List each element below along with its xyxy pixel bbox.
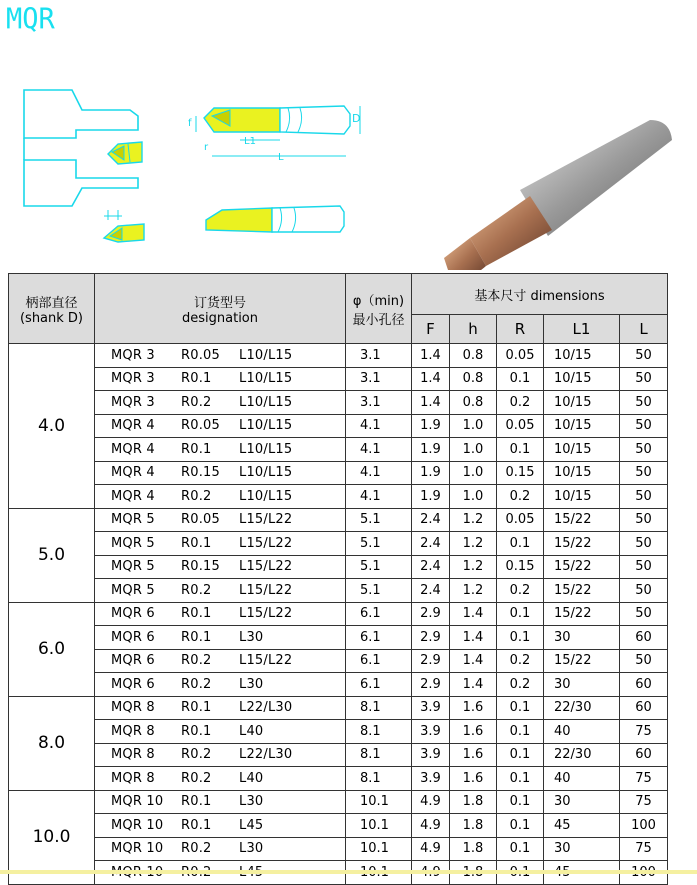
dim-f: 2.4 (412, 555, 450, 579)
dim-f: 2.9 (412, 626, 450, 650)
shank-diameter: 5.0 (9, 508, 95, 602)
table-row (9, 532, 668, 556)
designation: MQR 5 R0.1 L15/L22 (95, 532, 346, 556)
dim-f: 4.9 (412, 790, 450, 814)
dim-f: 3.9 (412, 743, 450, 767)
table-row (9, 438, 668, 462)
table-row (9, 367, 668, 391)
tool-dimension-diagram (188, 106, 360, 163)
table-row (9, 344, 668, 368)
dim-f: 1.9 (412, 485, 450, 509)
designation: MQR 8 R0.1 L40 (95, 720, 346, 744)
designation: MQR 5 R0.05 L15/L22 (95, 508, 346, 532)
dim-l: 50 (620, 579, 668, 603)
min-bore: 4.1 (346, 414, 412, 438)
min-bore: 5.1 (346, 579, 412, 603)
dim-r: 0.05 (497, 414, 544, 438)
dim-r: 0.1 (497, 626, 544, 650)
dim-r: 0.1 (497, 743, 544, 767)
dim-l: 60 (620, 673, 668, 697)
shank-diameter: 10.0 (9, 790, 95, 884)
dim-l: 75 (620, 837, 668, 861)
min-bore: 8.1 (346, 743, 412, 767)
designation: MQR 3 R0.2 L10/L15 (95, 391, 346, 415)
dim-l: 50 (620, 461, 668, 485)
dim-f: 1.9 (412, 414, 450, 438)
dim-h: 1.2 (450, 555, 497, 579)
min-bore: 8.1 (346, 696, 412, 720)
shank-diameter: 8.0 (9, 696, 95, 790)
min-bore: 5.1 (346, 508, 412, 532)
min-bore: 6.1 (346, 626, 412, 650)
dim-h: 1.6 (450, 743, 497, 767)
min-bore: 4.1 (346, 461, 412, 485)
dim-f: 2.9 (412, 673, 450, 697)
dim-f: 3.9 (412, 767, 450, 791)
dim-l: 50 (620, 438, 668, 462)
table-row (9, 555, 668, 579)
header-min-bore: φ（min) 最小孔径 (346, 274, 412, 344)
dim-l1: 15/22 (544, 555, 620, 579)
dim-f: 1.4 (412, 391, 450, 415)
dim-h: 1.0 (450, 438, 497, 462)
table-row (9, 767, 668, 791)
min-bore: 8.1 (346, 767, 412, 791)
min-bore: 6.1 (346, 602, 412, 626)
table-row (9, 673, 668, 697)
dim-f: 3.9 (412, 720, 450, 744)
dim-r: 0.1 (497, 814, 544, 838)
dim-l1: 22/30 (544, 696, 620, 720)
dim-l1: 10/15 (544, 485, 620, 509)
page-title: MQR (6, 3, 55, 36)
min-bore: 3.1 (346, 391, 412, 415)
dim-r: 0.1 (497, 790, 544, 814)
dim-r: 0.1 (497, 696, 544, 720)
dim-l1: 30 (544, 626, 620, 650)
designation: MQR 4 R0.15 L10/L15 (95, 461, 346, 485)
dim-h: 1.0 (450, 485, 497, 509)
dim-l: 75 (620, 790, 668, 814)
designation: MQR 3 R0.1 L10/L15 (95, 367, 346, 391)
tool-side-diagram (206, 206, 344, 232)
dim-f: 4.9 (412, 814, 450, 838)
shank-diameter: 4.0 (9, 344, 95, 509)
table-row (9, 790, 668, 814)
dim-l1: 15/22 (544, 532, 620, 556)
designation: MQR 8 R0.2 L40 (95, 767, 346, 791)
dim-l: 50 (620, 532, 668, 556)
dim-r: 0.05 (497, 508, 544, 532)
label-l1: L1 (244, 136, 256, 147)
dim-r: 0.1 (497, 367, 544, 391)
min-bore: 10.1 (346, 814, 412, 838)
dim-h: 0.8 (450, 367, 497, 391)
shank-diameter: 6.0 (9, 602, 95, 696)
table-row (9, 391, 668, 415)
dim-f: 2.9 (412, 602, 450, 626)
table-row (9, 414, 668, 438)
dim-h: 1.4 (450, 673, 497, 697)
label-f: f (188, 118, 192, 129)
min-bore: 3.1 (346, 367, 412, 391)
dim-l1: 10/15 (544, 344, 620, 368)
designation: MQR 4 R0.05 L10/L15 (95, 414, 346, 438)
dim-l: 50 (620, 508, 668, 532)
designation: MQR 5 R0.15 L15/L22 (95, 555, 346, 579)
dim-f: 2.4 (412, 579, 450, 603)
dim-r: 0.1 (497, 767, 544, 791)
dim-r: 0.15 (497, 461, 544, 485)
bottom-accent-bar (0, 870, 697, 874)
dim-l1: 40 (544, 720, 620, 744)
designation: MQR 4 R0.2 L10/L15 (95, 485, 346, 509)
header-col-l: L (620, 315, 668, 344)
designation: MQR 6 R0.1 L15/L22 (95, 602, 346, 626)
table-row (9, 461, 668, 485)
dim-h: 1.2 (450, 532, 497, 556)
dim-l: 50 (620, 367, 668, 391)
table-row (9, 602, 668, 626)
designation: MQR 8 R0.1 L22/L30 (95, 696, 346, 720)
label-d: D (352, 112, 361, 125)
dim-l1: 10/15 (544, 391, 620, 415)
dim-l: 60 (620, 696, 668, 720)
table-row (9, 485, 668, 509)
dim-r: 0.2 (497, 673, 544, 697)
dim-h: 1.0 (450, 414, 497, 438)
header-designation: 订货型号 designation (95, 274, 346, 344)
dim-l: 75 (620, 720, 668, 744)
dim-f: 1.4 (412, 367, 450, 391)
dim-l1: 40 (544, 767, 620, 791)
dim-h: 0.8 (450, 344, 497, 368)
dim-r: 0.2 (497, 579, 544, 603)
detail-diagram (104, 210, 144, 242)
table-row (9, 814, 668, 838)
spec-table-body (9, 344, 668, 885)
dim-r: 0.1 (497, 438, 544, 462)
designation: MQR 8 R0.2 L22/L30 (95, 743, 346, 767)
header-col-h: h (450, 315, 497, 344)
dim-l: 50 (620, 414, 668, 438)
dim-l: 100 (620, 814, 668, 838)
dim-r: 0.2 (497, 391, 544, 415)
spec-table (8, 273, 668, 885)
dim-l: 50 (620, 555, 668, 579)
min-bore: 5.1 (346, 532, 412, 556)
dim-f: 2.4 (412, 532, 450, 556)
min-bore: 10.1 (346, 837, 412, 861)
dim-l1: 15/22 (544, 508, 620, 532)
designation: MQR 6 R0.2 L30 (95, 673, 346, 697)
dim-h: 1.6 (450, 720, 497, 744)
dim-l: 75 (620, 767, 668, 791)
dim-r: 0.15 (497, 555, 544, 579)
header-shank: 柄部直径 (shank D) (9, 274, 95, 344)
table-row (9, 508, 668, 532)
label-l: L (278, 152, 284, 163)
tool-in-bore-diagram (108, 142, 142, 164)
dim-h: 1.0 (450, 461, 497, 485)
dim-l1: 15/22 (544, 602, 620, 626)
dim-l: 50 (620, 344, 668, 368)
dim-f: 1.9 (412, 461, 450, 485)
min-bore: 10.1 (346, 790, 412, 814)
designation: MQR 6 R0.2 L15/L22 (95, 649, 346, 673)
header-col-r: R (497, 315, 544, 344)
dim-f: 1.4 (412, 344, 450, 368)
label-r: r (204, 142, 209, 153)
dim-l: 50 (620, 391, 668, 415)
dim-h: 1.6 (450, 696, 497, 720)
header-col-l1: L1 (544, 315, 620, 344)
dim-r: 0.2 (497, 485, 544, 509)
designation: MQR 10 R0.1 L45 (95, 814, 346, 838)
dim-f: 4.9 (412, 837, 450, 861)
technical-drawings (0, 60, 697, 270)
dim-h: 1.8 (450, 837, 497, 861)
dim-h: 1.4 (450, 602, 497, 626)
dim-r: 0.1 (497, 720, 544, 744)
table-row (9, 696, 668, 720)
dim-h: 1.6 (450, 767, 497, 791)
dim-f: 1.9 (412, 438, 450, 462)
dim-l1: 10/15 (544, 414, 620, 438)
table-row (9, 649, 668, 673)
min-bore: 5.1 (346, 555, 412, 579)
designation: MQR 10 R0.2 L30 (95, 837, 346, 861)
tool-product-photo (444, 120, 672, 270)
dim-l: 60 (620, 743, 668, 767)
dim-h: 0.8 (450, 391, 497, 415)
table-row (9, 720, 668, 744)
dim-l1: 30 (544, 837, 620, 861)
dim-r: 0.05 (497, 344, 544, 368)
dim-l: 50 (620, 485, 668, 509)
dim-l1: 22/30 (544, 743, 620, 767)
dim-f: 3.9 (412, 696, 450, 720)
dim-h: 1.4 (450, 649, 497, 673)
dim-l: 50 (620, 602, 668, 626)
header-col-f: F (412, 315, 450, 344)
min-bore: 8.1 (346, 720, 412, 744)
dim-h: 1.8 (450, 814, 497, 838)
dim-h: 1.2 (450, 579, 497, 603)
dim-l: 50 (620, 649, 668, 673)
min-bore: 3.1 (346, 344, 412, 368)
min-bore: 6.1 (346, 649, 412, 673)
dim-l: 60 (620, 626, 668, 650)
dim-l1: 10/15 (544, 461, 620, 485)
designation: MQR 6 R0.1 L30 (95, 626, 346, 650)
dim-l1: 30 (544, 790, 620, 814)
table-row (9, 837, 668, 861)
dim-h: 1.2 (450, 508, 497, 532)
dim-f: 2.9 (412, 649, 450, 673)
dim-l1: 15/22 (544, 579, 620, 603)
designation: MQR 5 R0.2 L15/L22 (95, 579, 346, 603)
table-row (9, 626, 668, 650)
dim-l1: 10/15 (544, 367, 620, 391)
dim-r: 0.1 (497, 837, 544, 861)
min-bore: 4.1 (346, 438, 412, 462)
table-row (9, 743, 668, 767)
dim-l1: 15/22 (544, 649, 620, 673)
header-dimensions: 基本尺寸 dimensions (412, 274, 668, 315)
min-bore: 6.1 (346, 673, 412, 697)
dim-f: 2.4 (412, 508, 450, 532)
dim-r: 0.1 (497, 532, 544, 556)
table-row (9, 579, 668, 603)
dim-l1: 45 (544, 814, 620, 838)
designation: MQR 3 R0.05 L10/L15 (95, 344, 346, 368)
dim-r: 0.1 (497, 602, 544, 626)
dim-h: 1.8 (450, 790, 497, 814)
designation: MQR 10 R0.1 L30 (95, 790, 346, 814)
designation: MQR 4 R0.1 L10/L15 (95, 438, 346, 462)
dim-h: 1.4 (450, 626, 497, 650)
min-bore: 4.1 (346, 485, 412, 509)
dim-r: 0.2 (497, 649, 544, 673)
dim-l1: 30 (544, 673, 620, 697)
dim-l1: 10/15 (544, 438, 620, 462)
